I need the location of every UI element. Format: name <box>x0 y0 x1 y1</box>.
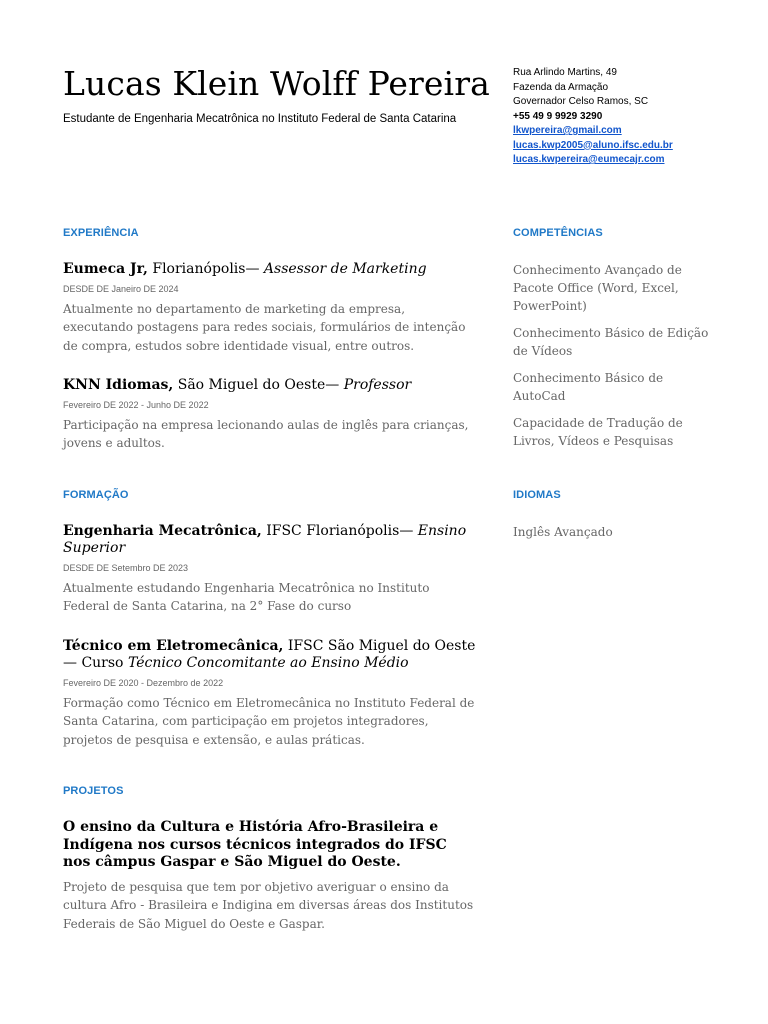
education-entry <box>63 638 478 750</box>
entry-title <box>63 377 478 395</box>
entry-place: São Miguel do Oeste— <box>173 377 344 393</box>
resume-name: Lucas Klein Wolff Pereira <box>63 64 490 103</box>
entry-role: Técnico Concomitante ao Ensino Médio <box>127 655 409 671</box>
entry-description: Atualmente estudando Engenharia Mecatrônica no Instituto Federal de Santa Catarina, na 2° Fase do curso <box>63 580 430 613</box>
address-line: Rua Arlindo Martins, 49 <box>513 67 617 78</box>
project-entry <box>63 819 478 933</box>
entry-org: Engenharia Mecatrônica, <box>63 522 262 539</box>
email-link[interactable]: lucas.kwpereira@eumecajr.com <box>513 154 665 165</box>
entry-place: IFSC São Miguel do Oeste — Curso <box>63 637 476 671</box>
entry-role: Professor <box>343 377 412 393</box>
main-column <box>63 227 478 955</box>
entry-date: DESDE DE Janeiro DE 2024 <box>63 283 179 294</box>
section-spacer <box>63 475 478 489</box>
entry-place: Florianópolis— <box>147 261 264 277</box>
entry-description: Participação na empresa lecionando aulas de inglês para crianças, jovens e adultos. <box>63 417 469 450</box>
section-spacer <box>63 771 478 785</box>
skill-item: Capacidade de Tradução de Livros, Vídeos e Pesquisas <box>513 416 683 448</box>
experience-entry <box>63 261 478 355</box>
skill-item: Conhecimento Avançado de Pacote Office (Word, Excel, PowerPoint) <box>513 263 682 313</box>
projects-section <box>63 785 478 933</box>
languages-section <box>513 489 713 541</box>
email-link[interactable]: lucas.kwp2005@aluno.ifsc.edu.br <box>513 139 673 151</box>
entry-title <box>63 523 478 558</box>
entry-role: Assessor de Marketing <box>263 261 427 277</box>
entry-date: DESDE DE Setembro DE 2023 <box>63 562 189 573</box>
resume-subtitle: Estudante de Engenharia Mecatrônica no Instituto Federal de Santa Catarina <box>63 113 457 125</box>
entry-date: Fevereiro DE 2020 - Dezembro de 2022 <box>63 677 224 688</box>
entry-org: KNN Idiomas, <box>63 377 174 393</box>
section-spacer <box>513 459 713 489</box>
entry-date: Fevereiro DE 2022 - Junho DE 2022 <box>63 399 209 410</box>
skill-item: Conhecimento Básico de Edição de Vídeos <box>513 326 709 358</box>
entry-org: Técnico em Eletromecânica, <box>63 637 284 654</box>
address-line: Governador Celso Ramos, SC <box>513 96 649 107</box>
entry-description: Formação como Técnico em Eletromecânica no Instituto Federal de Santa Catarina, com participação em projetos integradores, projetos de pesquisa e extensão, e aulas práticas. <box>63 695 475 747</box>
entry-org: Eumeca Jr, <box>63 261 148 277</box>
section-title: IDIOMAS <box>513 489 561 501</box>
experience-section <box>63 227 478 453</box>
entry-description: Atualmente no departamento de marketing da empresa, executando postagens para redes sociais, formulários de intenção de compra, estudos sobre identidade visual, entre outros. <box>63 301 466 353</box>
language-item: Inglês Avançado <box>513 525 613 539</box>
section-title: PROJETOS <box>63 785 124 797</box>
contact-block <box>513 66 743 168</box>
entry-place: IFSC Florianópolis— <box>261 522 418 539</box>
entry-title <box>63 261 478 279</box>
section-title: EXPERIÊNCIA <box>63 227 139 239</box>
sidebar-column <box>513 227 713 550</box>
phone-number: +55 49 9 9929 3290 <box>513 110 603 122</box>
project-description: Projeto de pesquisa que tem por objetivo averiguar o ensino da cultura Afro - Brasileira e Indigina em diversas áreas dos Institutos Federais de São Miguel do Oeste e Gaspar. <box>63 879 474 931</box>
skills-section <box>513 227 713 450</box>
section-title: COMPETÊNCIAS <box>513 227 603 239</box>
section-title: FORMAÇÃO <box>63 488 129 501</box>
email-link[interactable]: lkwpereira@gmail.com <box>513 125 622 136</box>
project-title: O ensino da Cultura e História Afro-Brasileira e Indígena nos cursos técnicos integrados do IFSC nos câmpus Gaspar e São Miguel do Oeste. <box>63 819 447 870</box>
entry-role: Ensino Superior <box>63 522 467 556</box>
address-line: Fazenda da Armação <box>513 81 609 93</box>
education-section <box>63 489 478 750</box>
entry-title <box>63 638 478 673</box>
education-entry <box>63 523 478 616</box>
skill-item: Conhecimento Básico de AutoCad <box>513 371 664 403</box>
experience-entry <box>63 377 478 453</box>
